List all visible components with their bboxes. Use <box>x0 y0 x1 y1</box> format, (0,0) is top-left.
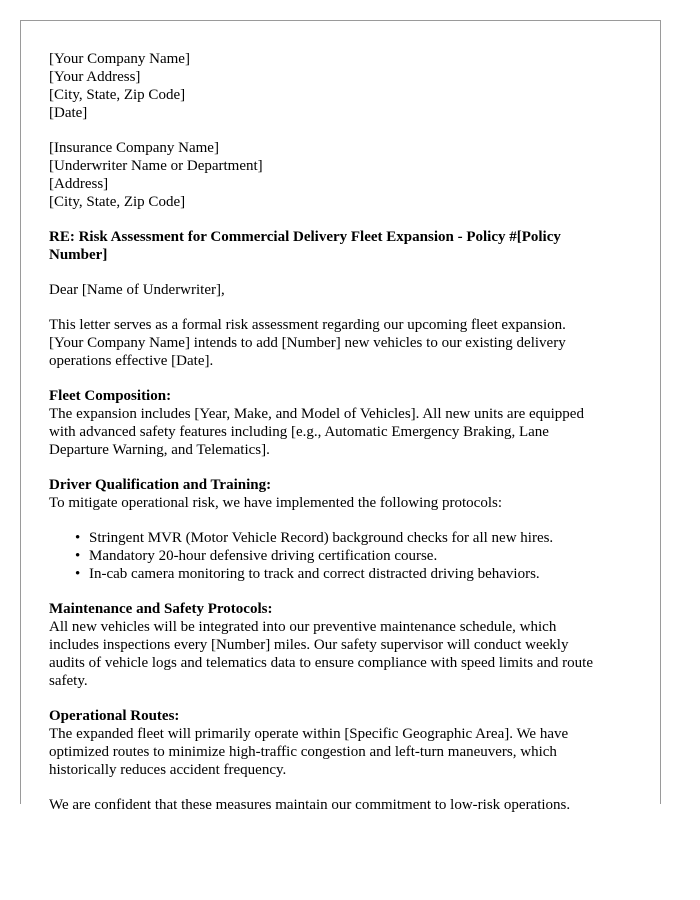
salutation <box>49 281 634 299</box>
salutation-text: Dear [Name of Underwriter], <box>49 282 225 298</box>
intro-paragraph <box>49 316 634 370</box>
intro-line: [Your Company Name] intends to add [Number] new vehicles to our existing delivery <box>49 335 566 351</box>
list-item-text: Stringent MVR (Motor Vehicle Record) background checks for all new hires. <box>89 530 554 546</box>
bullet-icon: • <box>75 566 81 582</box>
fleet-line: The expansion includes [Year, Make, and Model of Vehicles]. All new units are equipped <box>49 406 584 422</box>
recipient-company: [Insurance Company Name] <box>49 140 219 156</box>
bullet-icon: • <box>75 530 81 546</box>
intro-line: This letter serves as a formal risk assessment regarding our upcoming fleet expansion. <box>49 317 566 333</box>
routes-line: The expanded fleet will primarily operate within [Specific Geographic Area]. We have <box>49 726 569 742</box>
recipient-block <box>49 139 634 211</box>
fleet-section <box>49 387 634 459</box>
routes-heading: Operational Routes: <box>49 708 180 724</box>
closing-line: We are confident that these measures maintain our commitment to low-risk operations. <box>49 797 571 813</box>
list-item-text: In-cab camera monitoring to track and correct distracted driving behaviors. <box>89 566 540 582</box>
subject-line <box>49 228 634 264</box>
recipient-city-state-zip: [City, State, Zip Code] <box>49 194 186 210</box>
bullet-icon: • <box>75 548 81 564</box>
subject-line-2: Number] <box>49 247 108 263</box>
maintenance-section <box>49 600 634 690</box>
driver-heading: Driver Qualification and Training: <box>49 477 272 493</box>
list-item <box>49 565 634 583</box>
sender-city-state-zip: [City, State, Zip Code] <box>49 87 186 103</box>
list-item-text: Mandatory 20-hour defensive driving certification course. <box>89 548 438 564</box>
maintenance-line: safety. <box>49 673 88 689</box>
letter-content <box>49 50 634 814</box>
sender-date: [Date] <box>49 105 88 121</box>
subject-line-1: RE: Risk Assessment for Commercial Delivery Fleet Expansion - Policy #[Policy <box>49 229 561 245</box>
routes-line: optimized routes to minimize high-traffic congestion and left-turn maneuvers, which <box>49 744 557 760</box>
fleet-heading: Fleet Composition: <box>49 388 172 404</box>
sender-address: [Your Address] <box>49 69 141 85</box>
maintenance-heading: Maintenance and Safety Protocols: <box>49 601 273 617</box>
driver-section <box>49 476 634 583</box>
sender-company: [Your Company Name] <box>49 51 190 67</box>
list-item <box>49 547 634 565</box>
maintenance-line: audits of vehicle logs and telematics data to ensure compliance with speed limits and route <box>49 655 594 671</box>
recipient-underwriter: [Underwriter Name or Department] <box>49 158 263 174</box>
sender-block <box>49 50 634 122</box>
maintenance-line: All new vehicles will be integrated into our preventive maintenance schedule, which <box>49 619 557 635</box>
intro-line: operations effective [Date]. <box>49 353 214 369</box>
list-item <box>49 529 634 547</box>
maintenance-line: includes inspections every [Number] miles. Our safety supervisor will conduct weekly <box>49 637 569 653</box>
recipient-address: [Address] <box>49 176 109 192</box>
driver-protocol-list <box>49 529 634 583</box>
letter-page <box>20 20 661 813</box>
driver-line: To mitigate operational risk, we have implemented the following protocols: <box>49 495 503 511</box>
closing-paragraph <box>49 796 634 814</box>
fleet-line: with advanced safety features including [e.g., Automatic Emergency Braking, Lane <box>49 424 549 440</box>
routes-line: historically reduces accident frequency. <box>49 762 287 778</box>
fleet-line: Departure Warning, and Telematics]. <box>49 442 270 458</box>
routes-section <box>49 707 634 779</box>
